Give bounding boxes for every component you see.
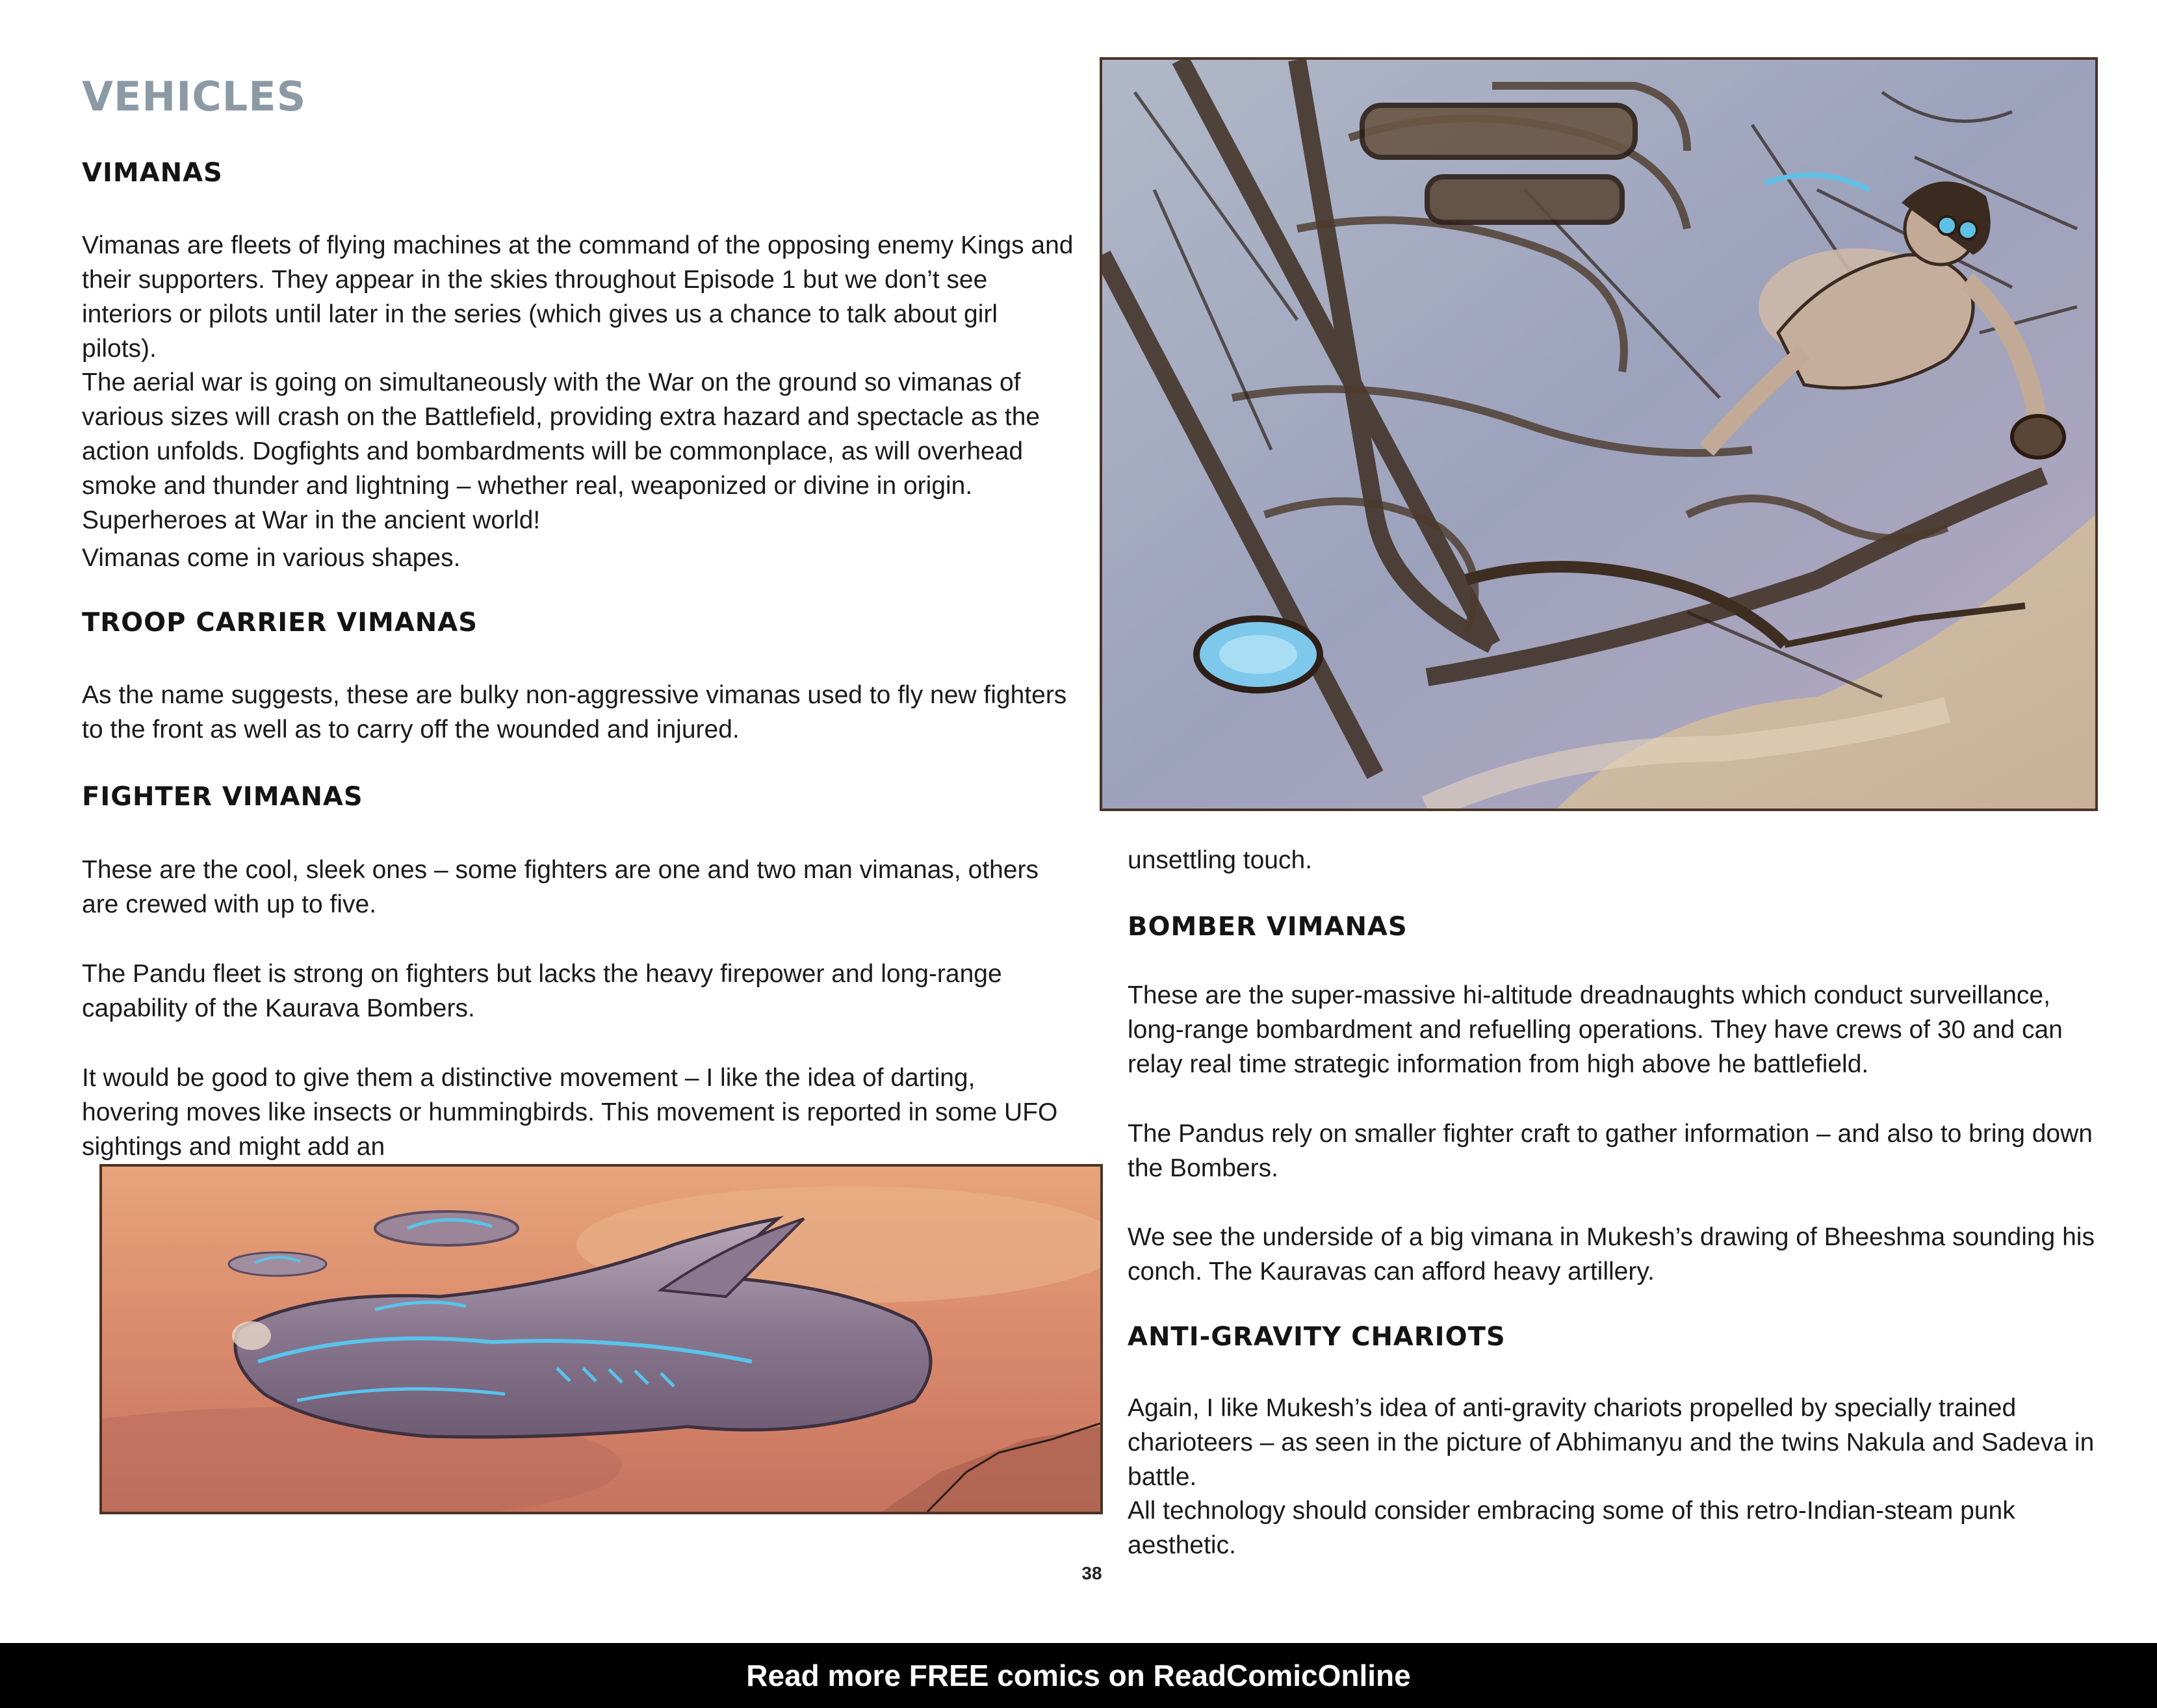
vimanas-paragraph-2: The aerial war is going on simultaneously with the War on the ground so vimanas of various sizes will crash on the Battlefield, providing extra hazard and spectacle as the action unfolds. Dogfights and bombardments will be commonplace, as will overhead smoke and thunder and lightning – whether real, weaponized or divine in origin. Superheroes at War in the ancient world!	[82, 369, 1040, 534]
fighter-paragraph-3-continued: unsettling touch.	[1128, 846, 1313, 874]
footer-link[interactable]: Read more FREE comics on ReadComicOnline	[746, 1659, 1411, 1692]
footer-banner[interactable]	[0, 1643, 2157, 1708]
girl-pilot-illustration	[1100, 57, 2098, 811]
troop-carrier-paragraph: As the name suggests, these are bulky non-aggressive vimanas used to fly new fighters to the front as well as to carry off the wounded and injured.	[82, 681, 1067, 744]
heading-troop-carrier: TROOP CARRIER VIMANAS	[82, 608, 478, 638]
fighter-paragraph-1: These are the cool, sleek ones – some fighters are one and two man vimanas, others are crewed with up to five.	[82, 856, 1039, 918]
vimanas-paragraph-3: Vimanas come in various shapes.	[82, 544, 461, 572]
chariots-paragraph-1: Again, I like Mukesh’s idea of anti-gravity chariots propelled by specially trained charioteers – as seen in the picture of Abhimanyu and the twins Nakula and Sadeva in battle.	[1128, 1394, 2095, 1491]
bomber-paragraph-1: These are the super-massive hi-altitude dreadnaughts which conduct surveillance, long-range bombardment and refuelling operations. They have crews of 30 and can relay real time strategic information from high above he battlefield.	[1128, 981, 2063, 1078]
chariots-paragraph-2: All technology should consider embracing some of this retro-Indian-steam punk aesthetic.	[1128, 1497, 2015, 1559]
bomber-paragraph-3: We see the underside of a big vimana in Mukesh’s drawing of Bheeshma sounding his conch. The Kauravas can afford heavy artillery.	[1128, 1223, 2095, 1286]
heading-bomber: BOMBER VIMANAS	[1128, 912, 1408, 942]
vimanas-paragraph-1: Vimanas are fleets of flying machines at the command of the opposing enemy Kings and their supporters. They appear in the skies throughout Episode 1 but we don’t see interiors or pilots until later in the series (which gives us a chance to talk about girl pilots).	[82, 231, 1074, 363]
heading-vimanas: VIMANAS	[82, 158, 223, 188]
fighter-vimana-illustration	[99, 1164, 1103, 1514]
heading-fighter: FIGHTER VIMANAS	[82, 782, 363, 812]
fighter-paragraph-2: The Pandu fleet is strong on fighters but lacks the heavy firepower and long-range capability of the Kaurava Bombers.	[82, 960, 1002, 1022]
fighter-paragraph-3: It would be good to give them a distinctive movement – I like the idea of darting, hovering moves like insects or hummingbirds. This movement is reported in some UFO sightings and might add an	[82, 1064, 1058, 1161]
fighter-vimana-artwork	[102, 1167, 1100, 1512]
bomber-paragraph-2: The Pandus rely on smaller fighter craft to gather information – and also to bring down the Bombers.	[1128, 1120, 2093, 1182]
page-number: 38	[1081, 1563, 1102, 1583]
page-title: VEHICLES	[82, 73, 307, 120]
girl-pilot-artwork	[1102, 60, 2095, 809]
heading-anti-gravity-chariots: ANTI-GRAVITY CHARIOTS	[1128, 1322, 1506, 1352]
